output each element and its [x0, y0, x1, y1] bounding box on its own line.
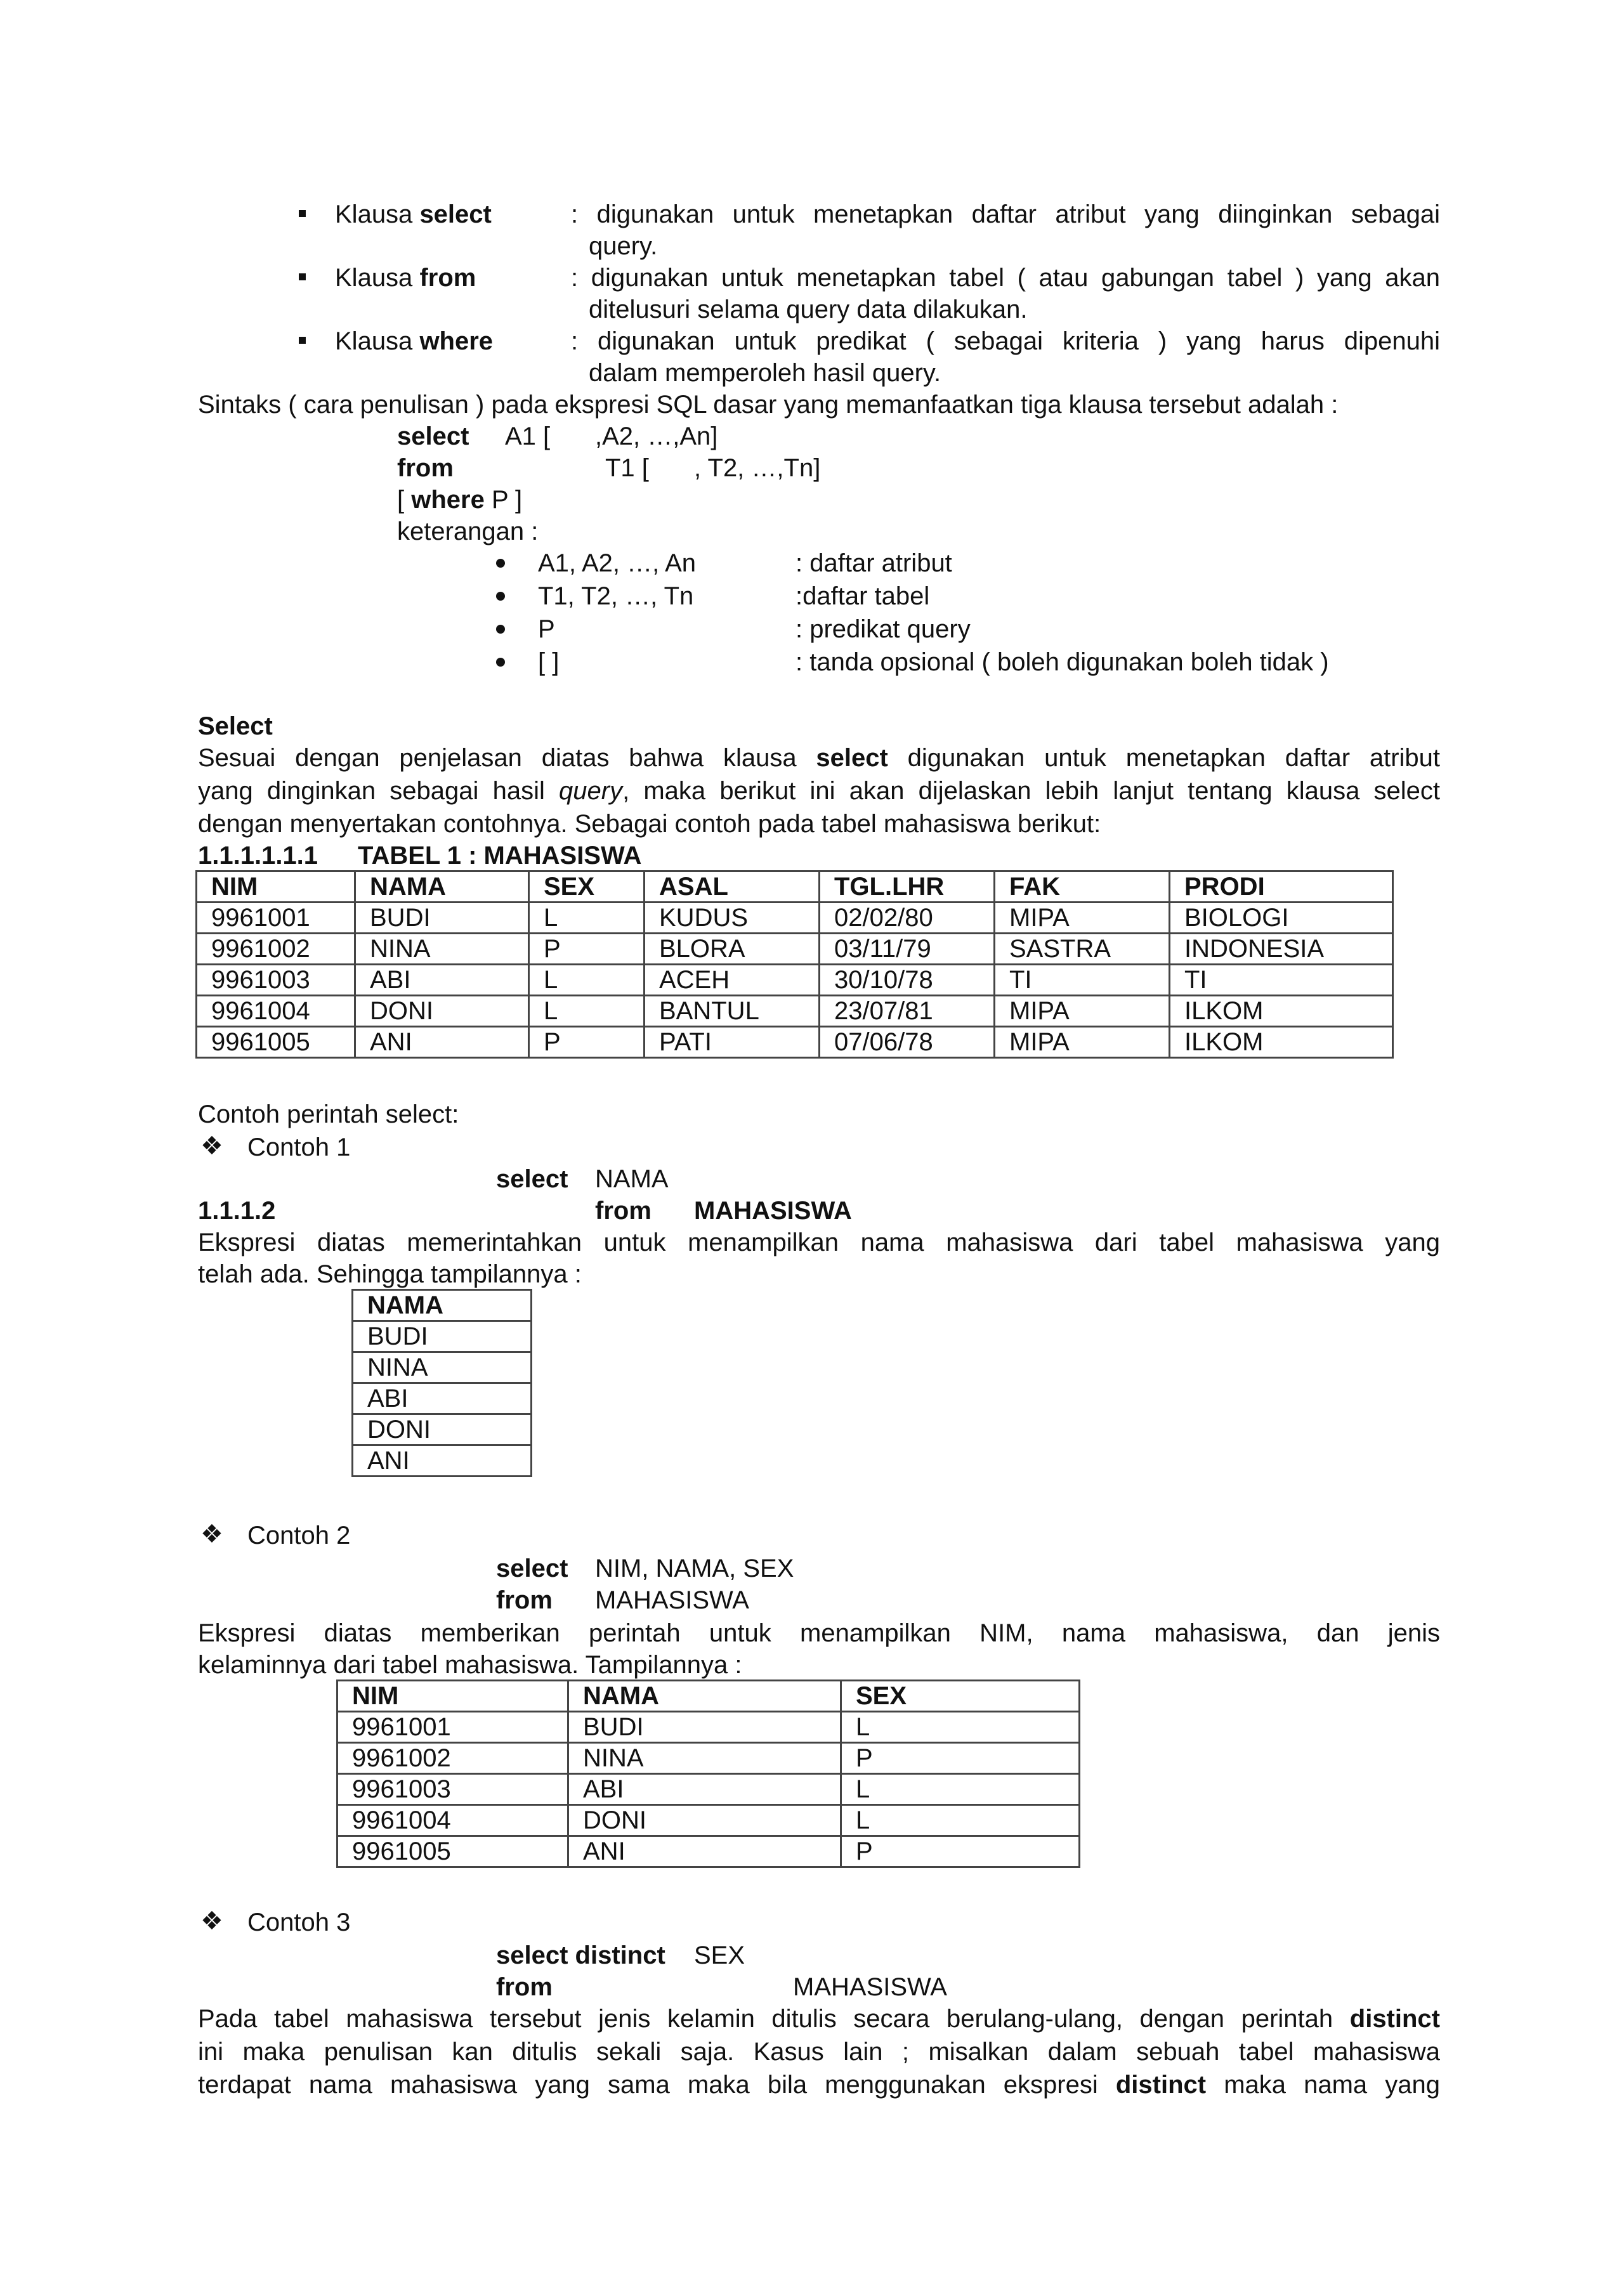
table-cell: NINA: [355, 934, 529, 965]
table-cell: ABI: [355, 965, 529, 996]
square-bullet-icon: [299, 337, 306, 344]
contoh3-select-keyword: select distinct: [496, 1941, 665, 1969]
mahasiswa-table: [195, 870, 1394, 1059]
table-row: [353, 1445, 532, 1477]
table-cell: 9961003: [337, 1774, 568, 1805]
table-cell: 03/11/79: [820, 934, 995, 965]
table-cell: 9961005: [337, 1836, 568, 1867]
table-cell: L: [529, 965, 645, 996]
square-bullet-icon: [299, 273, 306, 280]
syntax-select-a1: A1 [: [505, 422, 551, 450]
table-cell: L: [529, 996, 645, 1027]
table-cell: BUDI: [568, 1712, 841, 1743]
clause-desc-cont: dalam memperoleh hasil query.: [589, 359, 941, 387]
diamond-bullet-icon: ❖: [200, 1132, 223, 1160]
clause-desc: : digunakan untuk menetapkan daftar atribut yang diinginkan sebagai: [571, 200, 1440, 228]
contoh3-desc-line1: Pada tabel mahasiswa tersebut jenis kelamin ditulis secara berulang-ulang, dengan perintah distinct: [198, 2005, 1440, 2033]
bullet-dot-icon: [496, 658, 505, 667]
table-cell: 9961002: [197, 934, 355, 965]
table-cell: ILKOM: [1170, 1027, 1393, 1058]
select-paragraph-line2: yang dinginkan sebagai hasil query, maka berikut ini akan dijelaskan lebih lanjut tentang klausa select: [198, 777, 1440, 805]
contoh2-label: Contoh 2: [247, 1522, 351, 1549]
table-cell: SASTRA: [995, 934, 1170, 965]
contoh2-desc-line2: kelaminnya dari tabel mahasiswa. Tampilannya :: [198, 1651, 742, 1679]
clause-desc-cont: ditelusuri selama query data dilakukan.: [589, 296, 1028, 323]
table-cell: 9961004: [337, 1805, 568, 1836]
select-paragraph-line1: Sesuai dengan penjelasan diatas bahwa klausa select digunakan untuk menetapkan daftar atribut: [198, 744, 1441, 772]
contoh1-from-keyword: from: [595, 1197, 652, 1225]
table-cell: ABI: [353, 1383, 532, 1414]
table-row: [353, 1321, 532, 1352]
table-cell: L: [841, 1774, 1080, 1805]
table-cell: 02/02/80: [820, 903, 995, 934]
contoh2-select-arg: NIM, NAMA, SEX: [595, 1555, 794, 1582]
table-header-cell: NAMA: [568, 1681, 841, 1712]
table-header-cell: NIM: [197, 871, 355, 903]
syntax-intro: Sintaks ( cara penulisan ) pada ekspresi SQL dasar yang memanfaatkan tiga klausa tersebut adalah :: [198, 391, 1339, 419]
table-cell: 9961003: [197, 965, 355, 996]
table-cell: MIPA: [995, 996, 1170, 1027]
table-row: [197, 965, 1393, 996]
table-cell: 9961001: [337, 1712, 568, 1743]
syntax-select-rest: ,A2, …,An]: [595, 422, 718, 450]
table-cell: ANI: [353, 1445, 532, 1477]
table-cell: MIPA: [995, 903, 1170, 934]
keterangan-desc: : daftar atribut: [796, 549, 952, 577]
contoh1-label: Contoh 1: [247, 1133, 351, 1161]
table-header-cell: SEX: [529, 871, 645, 903]
table-cell: 07/06/78: [820, 1027, 995, 1058]
table-header-cell: TGL.LHR: [820, 871, 995, 903]
table-cell: DONI: [568, 1805, 841, 1836]
table-cell: KUDUS: [645, 903, 820, 934]
table-header-cell: SEX: [841, 1681, 1080, 1712]
clause-desc: : digunakan untuk predikat ( sebagai kriteria ) yang harus dipenuhi: [571, 327, 1440, 355]
table-header-cell: ASAL: [645, 871, 820, 903]
keterangan-term: P: [538, 615, 555, 643]
contoh3-from-arg: MAHASISWA: [793, 1973, 947, 2001]
contoh2-result-table: [336, 1680, 1080, 1868]
keterangan-term: [ ]: [538, 648, 560, 676]
contoh1-desc-line2: telah ada. Sehingga tampilannya :: [198, 1260, 582, 1288]
keterangan-term: A1, A2, …, An: [538, 549, 697, 577]
bullet-dot-icon: [496, 592, 505, 601]
table-row: [337, 1774, 1080, 1805]
table-cell: ILKOM: [1170, 996, 1393, 1027]
table-header-cell: FAK: [995, 871, 1170, 903]
clause-desc: : digunakan untuk menetapkan tabel ( atau gabungan tabel ) yang akan: [571, 264, 1440, 292]
table-header-cell: PRODI: [1170, 871, 1393, 903]
keterangan-term: T1, T2, …, Tn: [538, 582, 694, 610]
diamond-bullet-icon: ❖: [200, 1907, 223, 1935]
table1-caption: TABEL 1 : MAHASISWA: [358, 842, 642, 870]
table-cell: PATI: [645, 1027, 820, 1058]
syntax-from-keyword: from: [397, 454, 454, 482]
table-cell: P: [529, 934, 645, 965]
table-header-row: [353, 1290, 532, 1321]
table-cell: BUDI: [355, 903, 529, 934]
table-header-row: [337, 1681, 1080, 1712]
table-cell: 23/07/81: [820, 996, 995, 1027]
table-cell: BIOLOGI: [1170, 903, 1393, 934]
contoh3-from-keyword: from: [496, 1973, 553, 2001]
table-row: [353, 1383, 532, 1414]
contoh2-select-keyword: select: [496, 1555, 568, 1582]
syntax-from-rest: , T2, …,Tn]: [694, 454, 821, 482]
diamond-bullet-icon: ❖: [200, 1520, 223, 1548]
contoh1-number: 1.1.1.2: [198, 1197, 276, 1225]
table-cell: NINA: [568, 1743, 841, 1774]
table-cell: DONI: [355, 996, 529, 1027]
table-cell: TI: [995, 965, 1170, 996]
contoh1-desc-line1: Ekspresi diatas memerintahkan untuk menampilkan nama mahasiswa dari tabel mahasiswa yang: [198, 1229, 1440, 1256]
table-cell: 9961005: [197, 1027, 355, 1058]
table-row: [337, 1712, 1080, 1743]
contoh-intro: Contoh perintah select:: [198, 1100, 459, 1128]
syntax-select-keyword: select: [397, 422, 469, 450]
table-row: [353, 1414, 532, 1445]
table-cell: L: [841, 1805, 1080, 1836]
table-row: [197, 934, 1393, 965]
table-cell: ABI: [568, 1774, 841, 1805]
table-cell: NINA: [353, 1352, 532, 1383]
syntax-from-t1: T1 [: [605, 454, 649, 482]
contoh1-select-arg: NAMA: [595, 1165, 669, 1193]
table-cell: BANTUL: [645, 996, 820, 1027]
clause-label: Klausa where: [335, 327, 494, 355]
table-cell: P: [841, 1743, 1080, 1774]
table-cell: L: [529, 903, 645, 934]
select-paragraph-line3: dengan menyertakan contohnya. Sebagai contoh pada tabel mahasiswa berikut:: [198, 810, 1101, 838]
table-cell: BLORA: [645, 934, 820, 965]
table-row: [353, 1352, 532, 1383]
contoh3-label: Contoh 3: [247, 1908, 351, 1936]
contoh2-desc-line1: Ekspresi diatas memberikan perintah untuk menampilkan NIM, nama mahasiswa, dan jenis: [198, 1619, 1440, 1647]
table-cell: P: [529, 1027, 645, 1058]
table-cell: L: [841, 1712, 1080, 1743]
bullet-dot-icon: [496, 559, 505, 568]
table-cell: MIPA: [995, 1027, 1170, 1058]
square-bullet-icon: [299, 210, 306, 217]
table1-caption-number: 1.1.1.1.1.1: [198, 842, 318, 870]
table-cell: TI: [1170, 965, 1393, 996]
bullet-dot-icon: [496, 625, 505, 634]
keterangan-desc: : tanda opsional ( boleh digunakan boleh tidak ): [796, 648, 1329, 676]
contoh3-desc-line3: terdapat nama mahasiswa yang sama maka bila menggunakan ekspresi distinct maka nama yang: [198, 2071, 1440, 2099]
clause-label: Klausa from: [335, 264, 476, 292]
contoh2-from-arg: MAHASISWA: [595, 1586, 749, 1614]
contoh1-select-keyword: select: [496, 1165, 568, 1193]
table-cell: 9961002: [337, 1743, 568, 1774]
table-cell: DONI: [353, 1414, 532, 1445]
table-cell: P: [841, 1836, 1080, 1867]
select-heading: Select: [198, 712, 273, 740]
table-cell: 30/10/78: [820, 965, 995, 996]
table-cell: ANI: [355, 1027, 529, 1058]
table-row: [337, 1836, 1080, 1867]
table-header-cell: NIM: [337, 1681, 568, 1712]
table-cell: 9961004: [197, 996, 355, 1027]
keterangan-desc: : predikat query: [796, 615, 971, 643]
syntax-keterangan: keterangan :: [397, 518, 539, 545]
keterangan-desc: :daftar tabel: [796, 582, 930, 610]
table-header-cell: NAMA: [355, 871, 529, 903]
table-cell: BUDI: [353, 1321, 532, 1352]
table-row: [197, 1027, 1393, 1058]
table-header-cell: NAMA: [353, 1290, 532, 1321]
syntax-where-line: [ where P ]: [397, 486, 523, 514]
table-row: [337, 1805, 1080, 1836]
contoh3-select-arg: SEX: [694, 1941, 745, 1969]
clause-label: Klausa select: [335, 200, 492, 228]
table-cell: ANI: [568, 1836, 841, 1867]
table-cell: ACEH: [645, 965, 820, 996]
contoh3-desc-line2: ini maka penulisan kan ditulis sekali saja. Kasus lain ; misalkan dalam sebuah tabel mahasiswa: [198, 2038, 1440, 2066]
table-cell: 9961001: [197, 903, 355, 934]
table-row: [197, 903, 1393, 934]
contoh1-result-table: [351, 1289, 532, 1477]
contoh1-from-arg: MAHASISWA: [694, 1197, 852, 1225]
contoh2-from-keyword: from: [496, 1586, 553, 1614]
table-row: [337, 1743, 1080, 1774]
table-cell: INDONESIA: [1170, 934, 1393, 965]
table-row: [197, 996, 1393, 1027]
clause-desc-cont: query.: [589, 232, 658, 260]
table-header-row: [197, 871, 1393, 903]
